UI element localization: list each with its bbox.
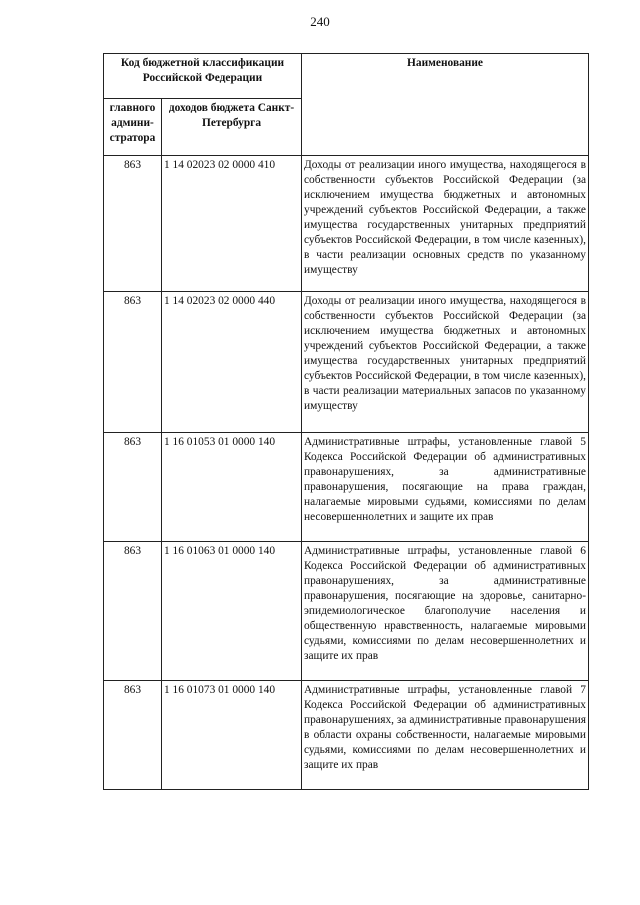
cell-name: Административные штрафы, установленные главой 6 Кодекса Российской Федерации об административных правонарушениях, за административные правонарушения, посягающие на здоровье, санитарно-эпидемиологическое благополучие населения и общественную нравственность, налагаемые мировыми судьями, комиссиями по делам несовершеннолетних и защите их прав [302,542,589,681]
cell-name: Доходы от реализации иного имущества, находящегося в собственности субъектов Российской Федерации (за исключением имущества бюджетных и автономных учреждений субъектов Российской Федерации, а также имущества государственных унитарных предприятий субъектов Российской Федерации, в том числе казенных), в части реализации материальных запасов по указанному имуществу [302,292,589,433]
table-header [104,54,589,156]
header-admin: главного админи-стратора [104,99,162,156]
table-body [104,156,589,790]
table-row [104,433,589,542]
cell-admin-code: 863 [104,156,162,292]
cell-name: Административные штрафы, установленные главой 7 Кодекса Российской Федерации об административных правонарушениях, за административные правонарушения в области охраны собственности, налагаемые мировыми судьями, комиссиями по делам несовершеннолетних и защите их прав [302,681,589,790]
cell-admin-code: 863 [104,433,162,542]
cell-income-code: 1 14 02023 02 0000 410 [162,156,302,292]
cell-income-code: 1 14 02023 02 0000 440 [162,292,302,433]
cell-income-code: 1 16 01063 01 0000 140 [162,542,302,681]
page-number: 240 [310,14,330,29]
header-code-group: Код бюджетной классификации Российской Федерации [104,54,302,99]
table-row [104,292,589,433]
cell-income-code: 1 16 01053 01 0000 140 [162,433,302,542]
table-row [104,156,589,292]
cell-admin-code: 863 [104,292,162,433]
header-row-group [104,54,589,99]
header-name: Наименование [302,54,589,156]
cell-name: Административные штрафы, установленные главой 5 Кодекса Российской Федерации об административных правонарушениях, за административные правонарушения, посягающие на права граждан, налагаемые мировыми судьями, комиссиями по делам несовершеннолетних и защите их прав [302,433,589,542]
table-row [104,542,589,681]
cell-name: Доходы от реализации иного имущества, находящегося в собственности субъектов Российской Федерации (за исключением имущества бюджетных и автономных учреждений субъектов Российской Федерации, а также имущества государственных унитарных предприятий субъектов Российской Федерации, в том числе казенных), в части реализации основных средств по указанному имуществу [302,156,589,292]
cell-admin-code: 863 [104,542,162,681]
cell-income-code: 1 16 01073 01 0000 140 [162,681,302,790]
table-row [104,681,589,790]
budget-classification-table [103,53,589,790]
cell-admin-code: 863 [104,681,162,790]
header-income: доходов бюджета Санкт-Петербурга [162,99,302,156]
